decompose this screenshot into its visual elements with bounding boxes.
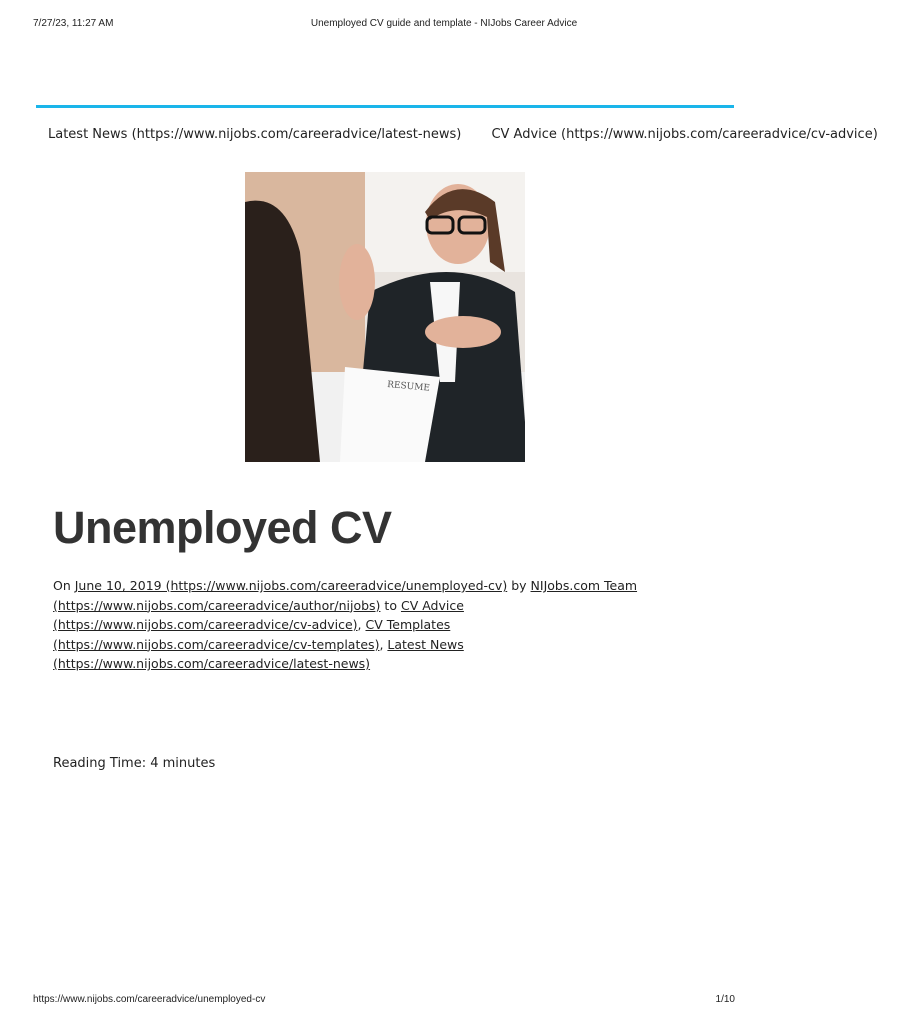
nav-item-latest-news[interactable]: Latest News (https://www.nijobs.com/careeradvice/latest-news) <box>48 127 462 142</box>
print-page-number: 1/10 <box>715 994 735 1005</box>
resume-text: RESUME <box>386 380 431 394</box>
author-link[interactable]: NIJobs.com Team (https://www.nijobs.com/careeradvice/author/nijobs) <box>53 578 638 613</box>
date-link[interactable]: June 10, 2019 (https://www.nijobs.com/careeradvice/unemployed-cv) <box>74 578 508 593</box>
print-datetime: 7/27/23, 11:27 AM <box>33 18 114 29</box>
category-link-cv-templates[interactable]: CV Templates (https://www.nijobs.com/careeradvice/cv-templates) <box>53 617 451 652</box>
print-url: https://www.nijobs.com/careeradvice/unemployed-cv <box>33 994 266 1005</box>
category-link-latest-news[interactable]: Latest News (https://www.nijobs.com/careeradvice/latest-news) <box>53 636 464 671</box>
reading-time: Reading Time: 4 minutes <box>53 756 216 771</box>
category-link-cv-advice[interactable]: CV Advice (https://www.nijobs.com/careeradvice/cv-advice) <box>53 597 464 632</box>
article-meta: On June 10, 2019 (https://www.nijobs.com/careeradvice/unemployed-cv) by NIJobs.com Team (https://www.nijobs.com/careeradvice/author/nijobs) to CV Advice (https://www.nijobs.com/careeradvice/cv-advice), CV Templates (https://www.nijobs.com/careeradvice/cv-templates), Latest News (https://www.nijobs.com/careeradvice/latest-news) <box>53 578 638 671</box>
nav-item-cv-advice[interactable]: CV Advice (https://www.nijobs.com/careeradvice/cv-advice) <box>491 127 878 142</box>
meta-on: On <box>53 578 71 593</box>
top-nav <box>48 127 878 142</box>
meta-to: to <box>384 597 397 613</box>
accent-divider <box>36 105 734 108</box>
meta-by: by <box>511 578 527 593</box>
print-page-title: Unemployed CV guide and template - NIJobs Career Advice <box>310 18 578 29</box>
hero-image <box>245 172 525 462</box>
page-title: Unemployed CV <box>53 502 392 553</box>
